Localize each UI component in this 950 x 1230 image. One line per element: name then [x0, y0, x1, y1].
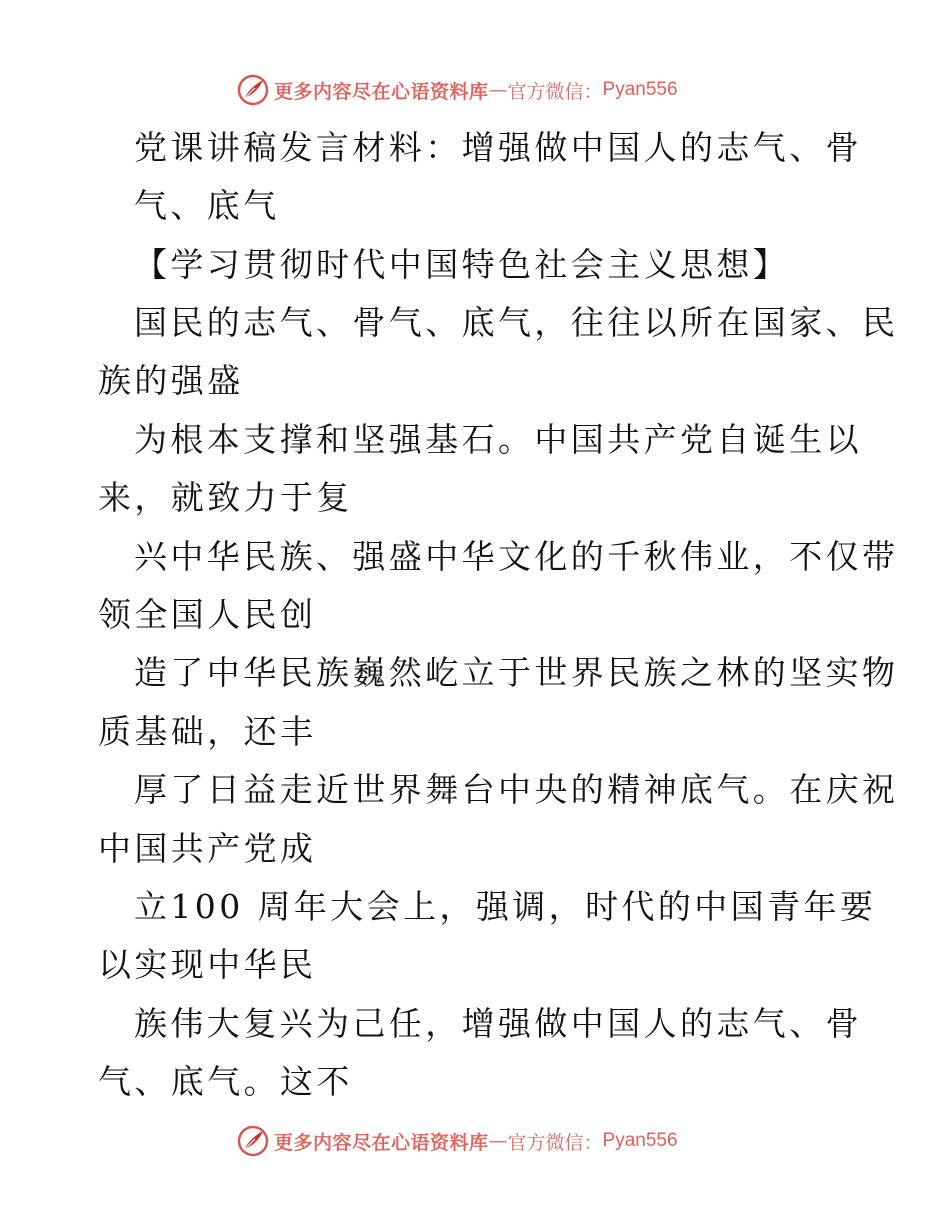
- wechat-label: 官方微信：: [507, 1131, 603, 1154]
- body-line: 兴中华民族、强盛中华文化的千秋伟业，不仅带: [134, 537, 899, 576]
- banner-separator: —: [488, 79, 508, 101]
- body-line: 气、底气。这不: [98, 1062, 353, 1101]
- wechat-label: 官方微信：: [507, 80, 603, 103]
- body-line: 立100 周年大会上，强调，时代的中国青年要: [134, 887, 877, 926]
- feather-pen-logo-icon: [236, 73, 270, 107]
- body-line: 质基础，还丰: [98, 712, 317, 751]
- section-heading: 【学习贯彻时代中国特色社会主义思想】: [134, 245, 790, 284]
- body-line: 族的强盛: [98, 361, 244, 400]
- feather-pen-logo-icon: [236, 1124, 270, 1158]
- footer-banner: [236, 1124, 678, 1158]
- body-line: 为根本支撑和坚强基石。中国共产党自诞生以: [134, 420, 862, 459]
- banner-separator: —: [488, 1130, 508, 1152]
- document-title-line-1: 党课讲稿发言材料：增强做中国人的志气、骨: [134, 128, 862, 167]
- brand-text: 更多内容尽在心语资料库: [274, 80, 489, 103]
- wechat-id: Pyan556: [602, 1130, 678, 1151]
- body-line: 造了中华民族巍然屹立于世界民族之林的坚实物: [134, 653, 899, 692]
- body-line: 来，就致力于复: [98, 478, 353, 517]
- body-line: 国民的志气、骨气、底气，往往以所在国家、民: [134, 303, 899, 342]
- body-line: 中国共产党成: [98, 829, 317, 868]
- document-title-line-2: 气、底气: [134, 186, 280, 225]
- body-line: 以实现中华民: [98, 945, 317, 984]
- brand-text: 更多内容尽在心语资料库: [274, 1131, 489, 1154]
- body-line: 族伟大复兴为己任，增强做中国人的志气、骨: [134, 1004, 862, 1043]
- body-line: 厚了日益走近世界舞台中央的精神底气。在庆祝: [134, 770, 899, 809]
- header-banner: [236, 73, 678, 107]
- wechat-id: Pyan556: [602, 79, 678, 100]
- body-line: 领全国人民创: [98, 595, 317, 634]
